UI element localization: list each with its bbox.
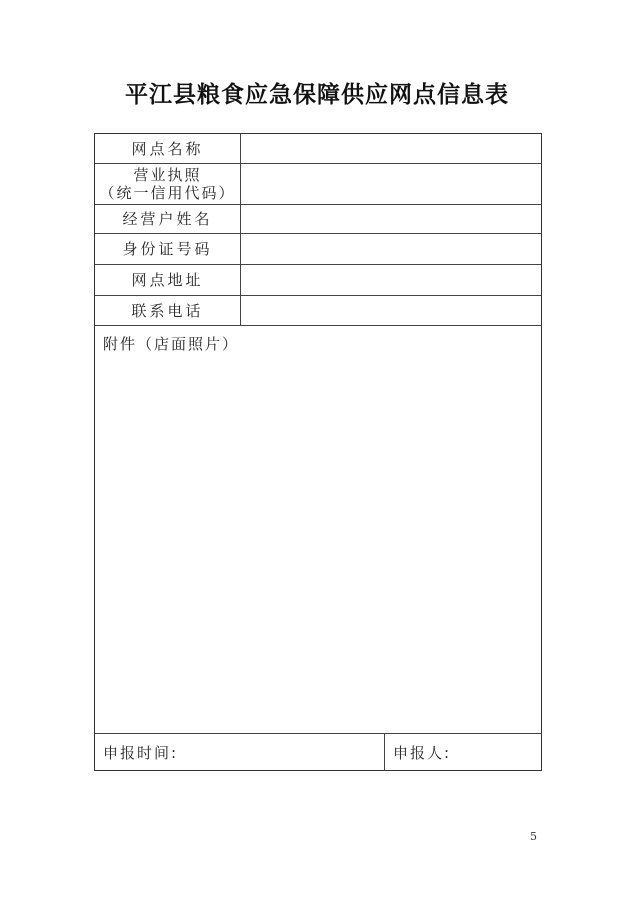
business-license-field[interactable] [241,164,541,204]
report-time-label: 申报时间: [103,744,179,762]
document-title: 平江县粮食应急保障供应网点信息表 [125,81,509,108]
page-number: 5 [530,830,537,843]
phone-field[interactable] [241,296,541,325]
attachment-label: 附件（店面照片） [103,335,240,353]
id-number-label-text: 身份证号码 [122,240,213,258]
row-operator-name [95,205,541,234]
outlet-address-field[interactable] [241,265,541,295]
operator-name-label [95,205,241,233]
reporter-label: 申报人: [393,744,452,762]
outlet-address-label-text: 网点地址 [131,271,204,289]
row-phone [95,296,541,326]
attachment-photo-area[interactable] [95,326,541,734]
outlet-name-label-text: 网点名称 [131,139,204,158]
row-id-number [95,234,541,265]
id-number-label [95,234,241,264]
report-time-cell[interactable] [95,734,385,770]
operator-name-field[interactable] [241,205,541,233]
outlet-name-label [95,134,241,163]
business-license-label-line1: 营业执照 [133,166,202,184]
operator-name-label-text: 经营户姓名 [122,210,213,228]
row-business-license [95,164,541,205]
info-form-table [94,133,542,771]
phone-label [95,296,241,325]
row-outlet-name [95,134,541,164]
id-number-field[interactable] [241,234,541,264]
outlet-name-field[interactable] [241,134,541,163]
business-license-label-line2: （统一信用代码） [99,184,236,202]
business-license-label [95,164,241,204]
reporter-cell[interactable] [385,734,541,770]
row-outlet-address [95,265,541,296]
footer-row [95,734,541,770]
outlet-address-label [95,265,241,295]
phone-label-text: 联系电话 [131,301,204,320]
